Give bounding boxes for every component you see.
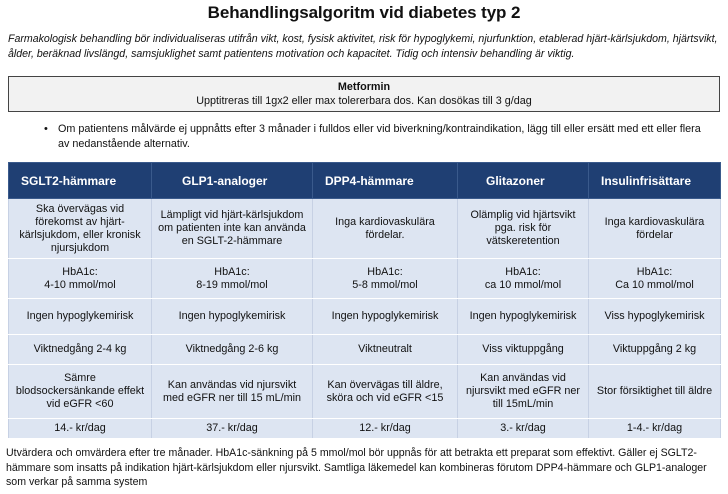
table-cell: Viktuppgång 2 kg [589,335,721,365]
table-cell: HbA1c: ca 10 mmol/mol [458,259,589,299]
table-cell: Ingen hypoglykemirisk [458,299,589,335]
header-insulinfrisattare: Insulinfrisättare [589,163,721,199]
table-cell: Viss hypoglykemirisk [589,299,721,335]
drug-table [8,162,721,439]
bullet-text: Om patientens målvärde ej uppnåtts efter 3 månader i fulldos eller vid biverkning/kontraindikation, lägg till eller ersätt med ett eller flera av nedanstående alternativ. [58,123,701,150]
table-cell: Viktneutralt [313,335,458,365]
table-cell: 12.- kr/dag [313,419,458,439]
table-cell: Kan användas vid njursvikt med eGFR ner till 15 mL/min [152,365,313,419]
hypoglycemia-row [9,299,721,335]
table-cell: 37.- kr/dag [152,419,313,439]
table-cell: Lämpligt vid hjärt-kärlsjukdom om patienten inte kan använda en SGLT-2-hämmare [152,199,313,259]
table-cell: HbA1c: Ca 10 mmol/mol [589,259,721,299]
table-cell: Ska övervägas vid förekomst av hjärt-kärlsjukdom, eller kronisk njursjukdom [9,199,152,259]
header-glp1: GLP1-analoger [152,163,313,199]
table-cell: HbA1c: 5-8 mmol/mol [313,259,458,299]
intro-text: Farmakologisk behandling bör individualiseras utifrån vikt, kost, fysisk aktivitet, risk för hypoglykemi, njurfunktion, etablerad hjärt-kärlsjukdom, hjärtsvikt, ålder, beräknad livslängd, samsjuklighet samt patientens motivation och kapacitet. Tidig och intensiv behandling är viktig. [8,33,718,60]
table-cell: Kan användas vid njursvikt med eGFR ner till 15mL/min [458,365,589,419]
metformin-text: Upptitreras till 1gx2 eller max tolererbara dos. Kan dosökas till 3 g/dag [196,95,532,107]
header-sglt2: SGLT2-hämmare [9,163,152,199]
renal-row [9,365,721,419]
header-dpp4: DPP4-hämmare [313,163,458,199]
metformin-title: Metformin [337,81,391,93]
table-cell: Inga kardiovaskulära fördelar. [313,199,458,259]
table-header-row [9,163,721,199]
table-cell: Viktnedgång 2-6 kg [152,335,313,365]
table-cell: HbA1c: 8-19 mmol/mol [152,259,313,299]
hba1c-row [9,259,721,299]
footer-text: Utvärdera och omvärdera efter tre månader. HbA1c-sänkning på 5 mmol/mol bör uppnås för att betrakta ett preparat som effektivt. Gäller ej SGLT2-hämmare som insatts på indikation hjärt-kärlsjukdom eller njursvikt. Samtliga läkemedel kan kombineras förutom DPP4-hämmare och GLP1-analoger som verkar på samma system [6,447,707,488]
table-cell: Stor försiktighet till äldre [589,365,721,419]
bullet-icon: • [44,123,48,135]
table-cell: Ingen hypoglykemirisk [152,299,313,335]
table-cell: 14.- kr/dag [9,419,152,439]
weight-row [9,335,721,365]
table-cell: Kan övervägas till äldre, sköra och vid eGFR <15 [313,365,458,419]
page-title: Behandlingsalgoritm vid diabetes typ 2 [207,3,521,22]
bullet-note [44,122,710,151]
table-cell: Sämre blodsockersänkande effekt vid eGFR <60 [9,365,152,419]
cost-row [9,419,721,439]
table-cell: 1-4.- kr/dag [589,419,721,439]
table-cell: Olämplig vid hjärtsvikt pga. risk för vätskeretention [458,199,589,259]
table-cell: HbA1c: 4-10 mmol/mol [9,259,152,299]
header-glitazoner: Glitazoner [458,163,589,199]
metformin-box [8,76,720,112]
table-cell: 3.- kr/dag [458,419,589,439]
table-cell: Viktnedgång 2-4 kg [9,335,152,365]
table-cell: Ingen hypoglykemirisk [9,299,152,335]
table-cell: Inga kardiovaskulära fördelar [589,199,721,259]
table-cell: Viss viktuppgång [458,335,589,365]
table-cell: Ingen hypoglykemirisk [313,299,458,335]
indication-row [9,199,721,259]
